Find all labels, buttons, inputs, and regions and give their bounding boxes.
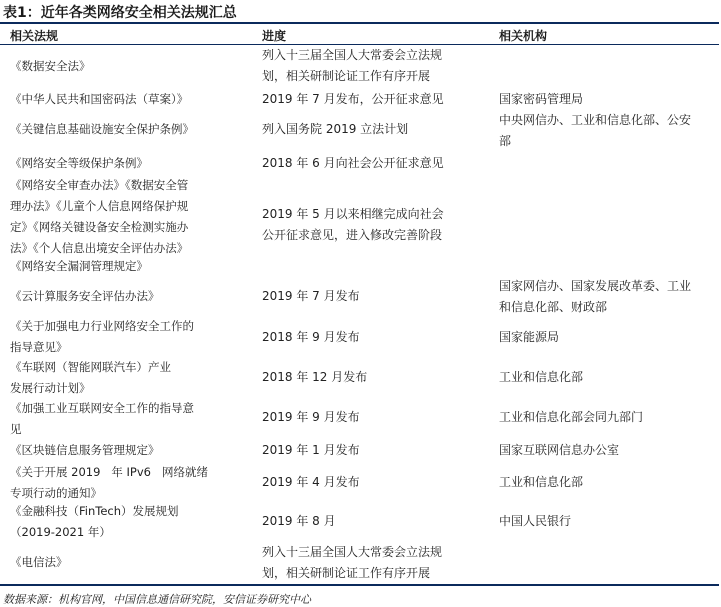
bottom-rule — [0, 584, 719, 586]
progress-cell: 列入十三届全国人大常委会立法规 划，相关研制论证工作有序开展 — [262, 48, 443, 83]
progress-cell: 2018 年 12 月发布 — [262, 370, 368, 384]
progress-cell: 2019 年 1 月发布 — [262, 443, 360, 457]
progress-cell: 2018 年 9 月发布 — [262, 330, 360, 344]
header-agency: 相关机构 — [499, 29, 548, 43]
law-cell: 《关于开展 2019 年 IPv6 网络就绪 专项行动的通知》 — [10, 465, 208, 500]
progress-cell: 列入十三届全国人大常委会立法规 划，相关研制论证工作有序开展 — [262, 545, 443, 580]
law-cell: 《网络安全等级保护条例》 — [10, 156, 148, 170]
law-cell: 《车联网（智能网联汽车）产业 发展行动计划》 — [10, 360, 171, 395]
agency-cell: 中央网信办、工业和信息化部、公安 部 — [499, 113, 692, 148]
agency-cell: 工业和信息化部 — [499, 370, 584, 384]
agency-cell: 工业和信息化部会同九部门 — [499, 410, 644, 424]
header-progress: 进度 — [262, 29, 287, 43]
law-cell: 《关键信息基础设施安全保护条例》 — [10, 122, 194, 136]
law-cell: 《云计算服务安全评估办法》 — [10, 289, 160, 303]
progress-cell: 2019 年 8 月 — [262, 514, 336, 528]
top-rule — [0, 22, 719, 24]
progress-cell: 2018 年 6 月向社会公开征求意见 — [262, 156, 444, 170]
header-law: 相关法规 — [10, 29, 59, 43]
agency-cell: 国家网信办、国家发展改革委、工业 和信息化部、财政部 — [499, 279, 692, 314]
progress-cell: 2019 年 5 月以来相继完成向社会 公开征求意见，进入修改完善阶段 — [262, 207, 444, 242]
agency-cell: 国家互联网信息办公室 — [499, 443, 620, 457]
law-cell: 《关于加强电力行业网络安全工作的 指导意见》 — [10, 319, 194, 354]
law-cell: 《加强工业互联网安全工作的指导意 见 — [10, 401, 194, 436]
law-cell: 《数据安全法》 — [10, 59, 91, 73]
law-cell: 《网络安全漏洞管理规定》 — [10, 259, 148, 273]
progress-cell: 列入国务院 2019 立法计划 — [262, 122, 409, 136]
agency-cell: 中国人民银行 — [499, 514, 572, 528]
law-cell: 《金融科技（FinTech）发展规划 （2019-2021 年） — [10, 504, 179, 539]
progress-cell: 2019 年 7 月发布 — [262, 289, 360, 303]
agency-cell: 工业和信息化部 — [499, 475, 584, 489]
table-title: 表1：近年各类网络安全相关法规汇总 — [3, 5, 237, 21]
progress-cell: 2019 年 7 月发布，公开征求意见 — [262, 92, 444, 106]
law-cell: 《区块链信息服务管理规定》 — [10, 443, 160, 457]
progress-cell: 2019 年 4 月发布 — [262, 475, 360, 489]
law-cell: 《中华人民共和国密码法（草案）》 — [10, 92, 189, 106]
law-cell: 《网络安全审查办法》《数据安全管 理办法》《儿童个人信息网络保护规 定》《网络关键设备安全检测实施办 法》《个人信息出境安全评估办法》 — [10, 178, 189, 255]
source-note: 数据来源：机构官网，中国信息通信研究院，安信证券研究中心 — [3, 593, 311, 606]
law-cell: 《电信法》 — [10, 555, 68, 569]
progress-cell: 2019 年 9 月发布 — [262, 410, 360, 424]
agency-cell: 国家能源局 — [499, 330, 560, 344]
agency-cell: 国家密码管理局 — [499, 92, 584, 106]
